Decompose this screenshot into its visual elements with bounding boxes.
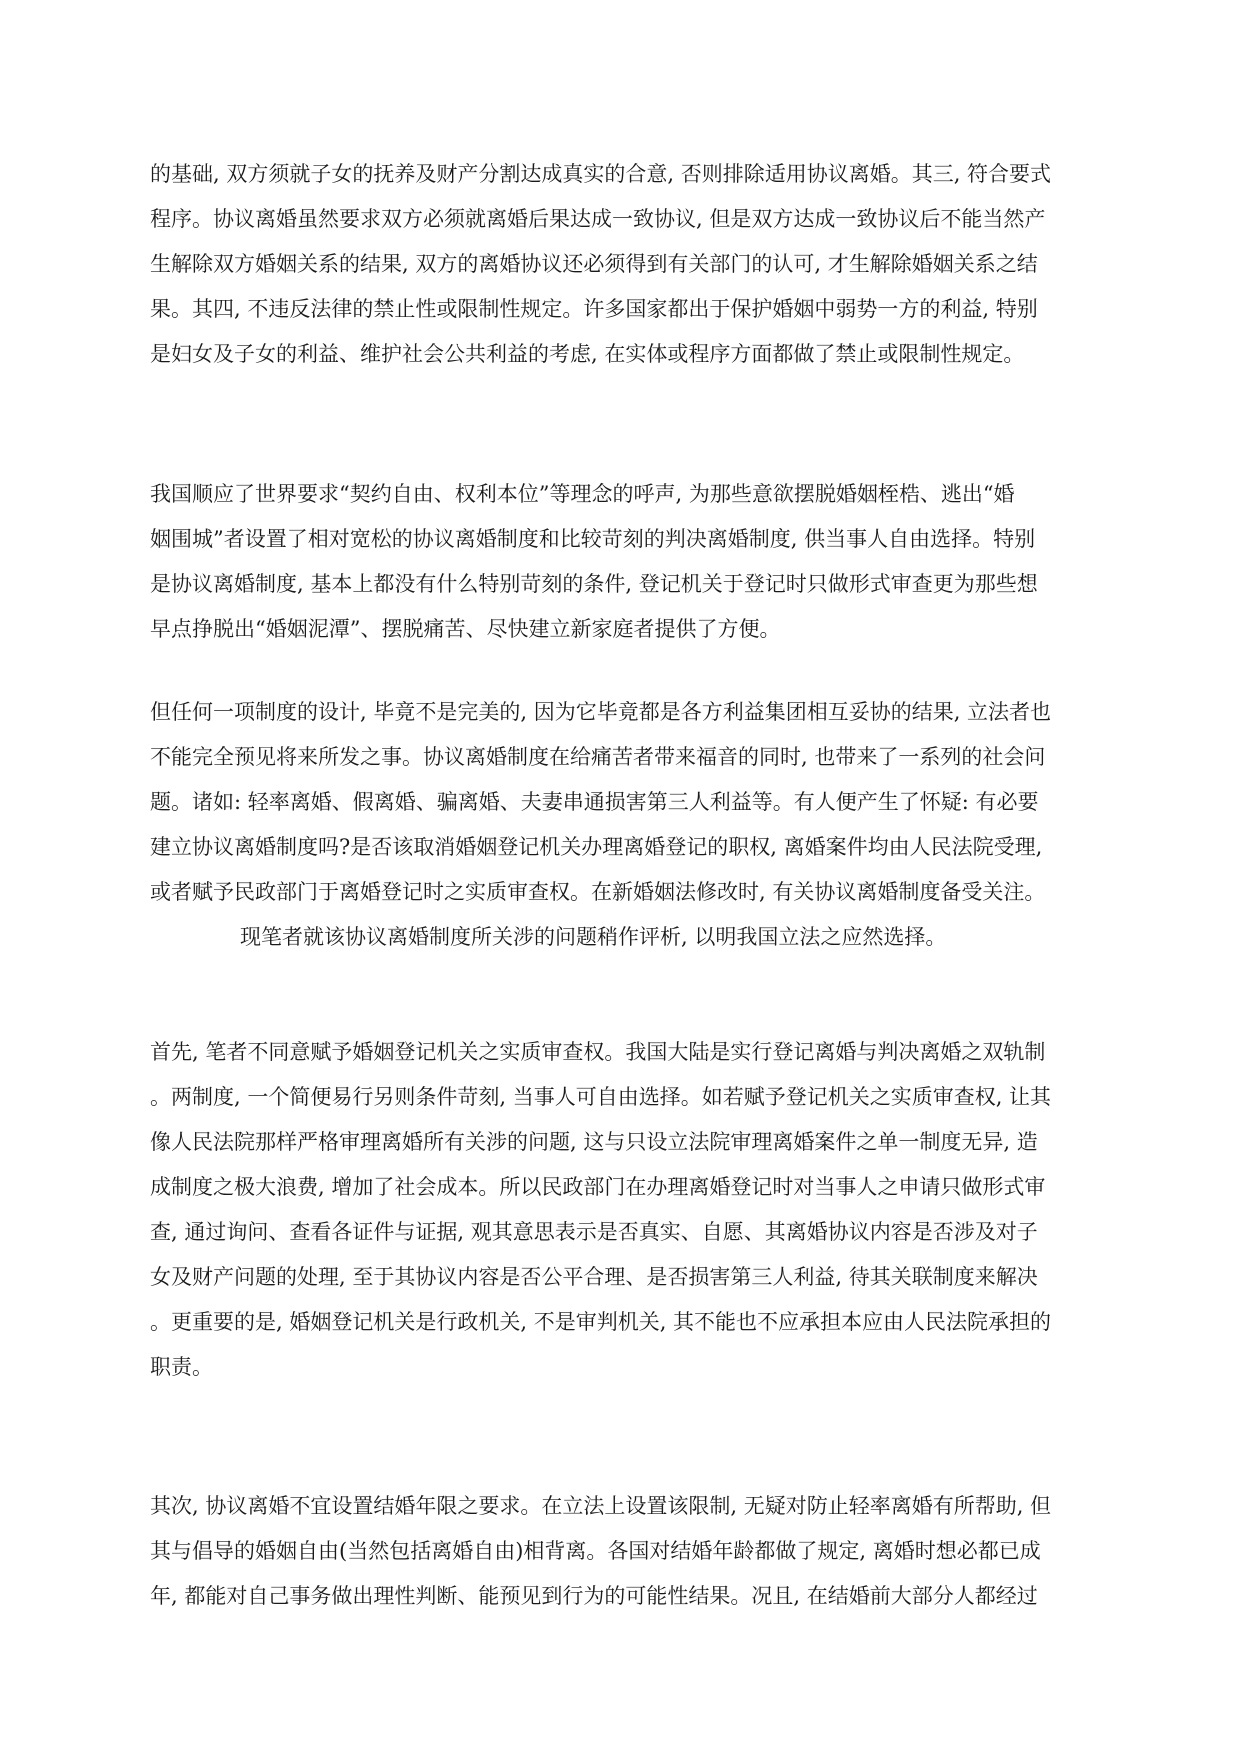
text-line: 首先, 笔者不同意赋予婚姻登记机关之实质审查权。我国大陆是实行登记离婚与判决离婚之双轨制 xyxy=(150,1040,1046,1064)
text-line: 成制度之极大浪费, 增加了社会成本。所以民政部门在办理离婚登记时对当事人之申请只做形式审 xyxy=(150,1175,1046,1199)
text-line: 或者赋予民政部门于离婚登记时之实质审查权。在新婚姻法修改时, 有关协议离婚制度备受关注。 xyxy=(150,880,1046,904)
text-line: 程序。协议离婚虽然要求双方必须就离婚后果达成一致协议, 但是双方达成一致协议后不能当然产 xyxy=(150,207,1046,231)
text-line: 其次, 协议离婚不宜设置结婚年限之要求。在立法上设置该限制, 无疑对防止轻率离婚有所帮助, 但 xyxy=(150,1494,1052,1518)
paragraph-1 xyxy=(150,152,1051,377)
text-line: 查, 通过询问、查看各证件与证据, 观其意思表示是否真实、自愿、其离婚协议内容是否涉及对子 xyxy=(150,1220,1038,1244)
text-line: 年, 都能对自己事务做出理性判断、能预见到行为的可能性结果。况且, 在结婚前大部分人都经过 xyxy=(150,1584,1038,1608)
text-line: 但任何一项制度的设计, 毕竟不是完美的, 因为它毕竟都是各方利益集团相互妥协的结果, 立法者也 xyxy=(150,700,1052,724)
text-line: 是妇女及子女的利益、维护社会公共利益的考虑, 在实体或程序方面都做了禁止或限制性规定。 xyxy=(150,342,1025,366)
text-line: 是协议离婚制度, 基本上都没有什么特别苛刻的条件, 登记机关于登记时只做形式审查更为那些想 xyxy=(150,572,1038,596)
text-line: 题。诸如: 轻率离婚、假离婚、骗离婚、夫妻串通损害第三人利益等。有人便产生了怀疑: 有必要 xyxy=(150,790,1039,814)
text-line: 。更重要的是, 婚姻登记机关是行政机关, 不是审判机关, 其不能也不应承担本应由人民法院承担的 xyxy=(150,1310,1052,1334)
text-line: 其与倡导的婚姻自由(当然包括离婚自由)相背离。各国对结婚年龄都做了规定, 离婚时想必都已成 xyxy=(150,1539,1041,1563)
paragraph-3 xyxy=(150,690,1051,960)
text-line: 生解除双方婚姻关系的结果, 双方的离婚协议还必须得到有关部门的认可, 才生解除婚姻关系之结 xyxy=(150,252,1038,276)
text-line: 我国顺应了世界要求“契约自由、权利本位”等理念的呼声, 为那些意欲摆脱婚姻桎梏、逃出“婚 xyxy=(150,482,1015,506)
text-line: 像人民法院那样严格审理离婚所有关涉的问题, 这与只设立法院审理离婚案件之单一制度无异, 造 xyxy=(150,1130,1038,1154)
indented-text-line: 现笔者就该协议离婚制度所关涉的问题稍作评析, 以明我国立法之应然选择。 xyxy=(240,925,947,949)
paragraph-5 xyxy=(150,1484,1051,1619)
text-line: 姻围城”者设置了相对宽松的协议离婚制度和比较苛刻的判决离婚制度, 供当事人自由选择。特别 xyxy=(150,527,1036,551)
text-line: 建立协议离婚制度吗?是否该取消婚姻登记机关办理离婚登记的职权, 离婚案件均由人民法院受理, xyxy=(150,835,1043,859)
paragraph-4 xyxy=(150,1030,1051,1390)
text-line: 女及财产问题的处理, 至于其协议内容是否公平合理、是否损害第三人利益, 待其关联制度来解决 xyxy=(150,1265,1038,1289)
text-line: 。两制度, 一个简便易行另则条件苛刻, 当事人可自由选择。如若赋予登记机关之实质审查权, 让其 xyxy=(150,1085,1052,1109)
paragraph-2 xyxy=(150,472,1038,652)
text-line: 职责。 xyxy=(150,1355,213,1379)
text-line: 的基础, 双方须就子女的抚养及财产分割达成真实的合意, 否则排除适用协议离婚。其三, 符合要式 xyxy=(150,162,1052,186)
text-line: 果。其四, 不违反法律的禁止性或限制性规定。许多国家都出于保护婚姻中弱势一方的利益, 特别 xyxy=(150,297,1038,321)
text-line: 不能完全预见将来所发之事。协议离婚制度在给痛苦者带来福音的同时, 也带来了一系列的社会问 xyxy=(150,745,1046,769)
text-line: 早点挣脱出“婚姻泥潭”、摆脱痛苦、尽快建立新家庭者提供了方便。 xyxy=(150,617,781,641)
